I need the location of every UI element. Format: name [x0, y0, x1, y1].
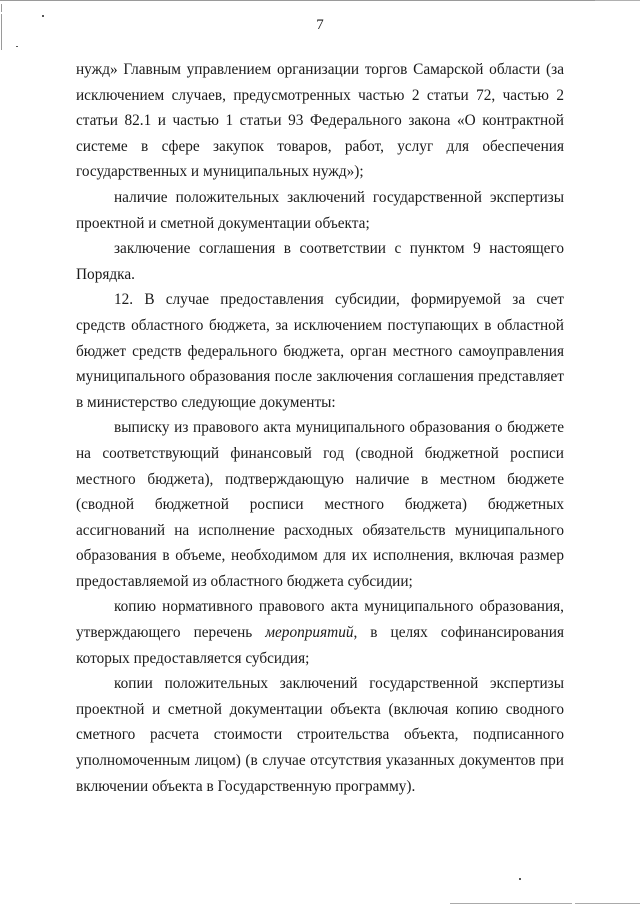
paragraph-text-part: , в целях софинансирования которых предоставляется субсидия; [76, 624, 564, 667]
scan-bottom-border [450, 903, 572, 904]
scan-speck [16, 46, 18, 47]
paragraph-normative-act-copy [76, 594, 564, 671]
scan-bottom-border [575, 903, 640, 904]
scan-top-border-right [595, 0, 640, 1]
scan-top-border [0, 0, 600, 1]
scan-left-edge-mark [1, 4, 2, 12]
paragraph-expertise-requirement: наличие положительных заключений государственной экспертизы проектной и сметной документации объекта; [76, 188, 564, 232]
paragraph-budget-extract: выписку из правового акта муниципального образования о бюджете на соответствующий финансовый год (сводной бюджетной росписи местного бюджета), подтверждающую наличие в местном бюджете (сводной бюджетной росписи местного бюджета) бюджетных ассигнований на исполнение расходных обязательств муниципального образования в объеме, необходимом для их исполнения, включая размер предоставляемой из областного бюджета субсидии; [76, 419, 564, 590]
document-body [76, 57, 564, 799]
paragraph-text-italic: мероприятий [265, 624, 354, 642]
paragraph-expertise-copies: копии положительных заключений государственной экспертизы проектной и сметной документации объекта (включая копию сводного сметного расчета стоимости строительства объекта, подписанного уполномоченным лицом) (в случае отсутствия указанных документов при включении объекта в Государственную программу). [76, 675, 564, 795]
paragraph-agreement-requirement: заключение соглашения в соответствии с пунктом 9 настоящего Порядка. [76, 240, 564, 283]
page-number: 7 [316, 17, 324, 33]
scan-speck [519, 878, 521, 880]
paragraph-text-part: копию нормативного правового акта муниципального образования, утверждающего перечень [76, 598, 564, 642]
paragraph-continuation: нужд» Главным управлением организации торгов Самарской области (за исключением случаев, предусмотренных частью 2 статьи 72, частью 2 статьи 82.1 и частью 1 статьи 93 Федерального закона «О контрактной системе в сфере закупок товаров, работ, услуг для обеспечения государственных и муниципальных нужд»); [76, 61, 564, 181]
paragraph-clause-12: 12. В случае предоставления субсидии, формируемой за счет средств областного бюджета, за исключением поступающих в областной бюджет средств федерального бюджета, орган местного самоуправления муниципального образования после заключения соглашения представляет в министерство следующие документы: [76, 291, 564, 411]
